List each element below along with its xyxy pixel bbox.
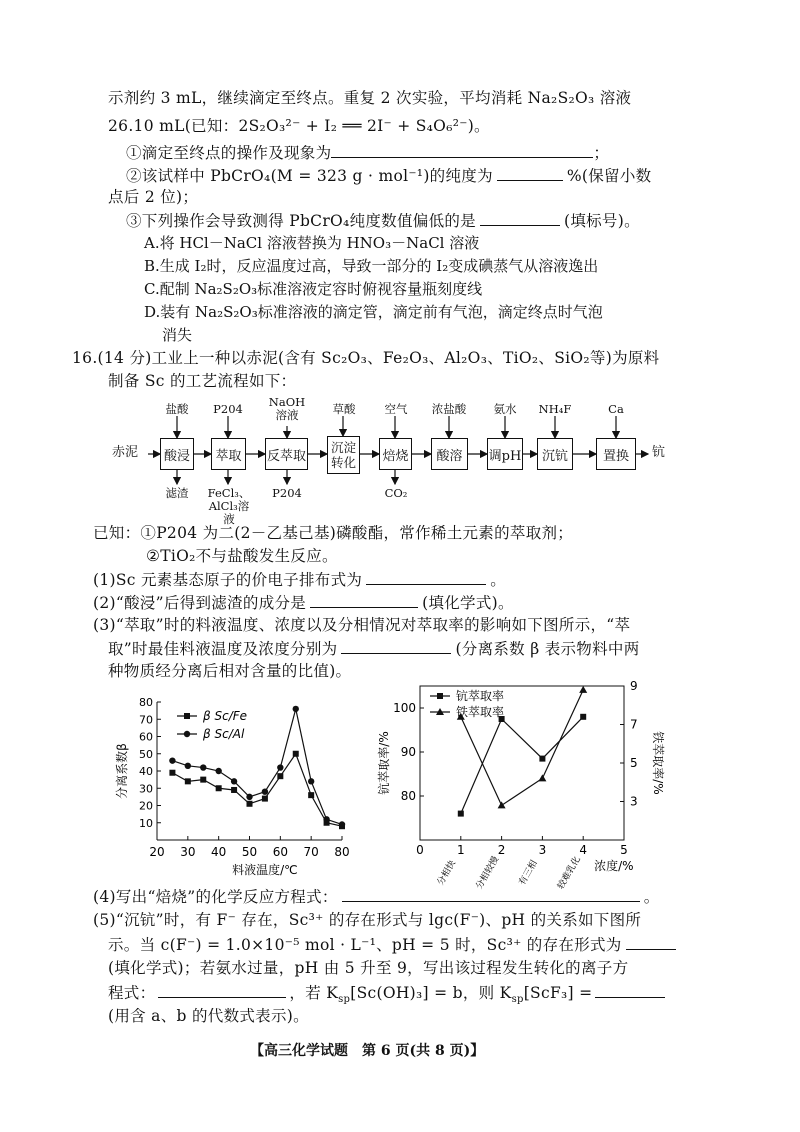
y-right-tick-label: 5 [630, 756, 638, 770]
data-point [200, 764, 206, 770]
data-point [538, 774, 546, 781]
data-point [231, 787, 237, 793]
data-point [169, 770, 175, 776]
option-a: A.将 HCl－NaCl 溶液替换为 HNO₃－NaCl 溶液 [144, 234, 480, 252]
data-point [185, 763, 191, 769]
x-axis-label: 浓度/% [594, 859, 634, 873]
data-point [277, 773, 283, 779]
x-tick-label: 1 [456, 843, 465, 857]
question-3: ③下列操作会导致测得 PbCrO₄纯度数值偏低的是 (填标号)。 [126, 212, 640, 230]
flow-input-label: NH₄F [538, 402, 572, 416]
x-tick-label: 5 [620, 843, 628, 857]
question-16-title: 16.(14 分)工业上一种以赤泥(含有 Sc₂O₃、Fe₂O₃、Al₂O₃、TiO₂、SiO₂等)为原料 [72, 349, 660, 367]
question-2: ②该试样中 PbCrO₄(M = 323 g · mol⁻¹)的纯度为 %(保留小数 [126, 167, 652, 185]
page-footer: 【高三化学试题 第 6 页(共 8 页)】 [250, 1043, 485, 1059]
known-1: 已知：①P204 为二(2－乙基己基)磷酸酯，常作稀土元素的萃取剂； [93, 524, 574, 542]
y-left-tick-label: 100 [393, 701, 416, 715]
plot-frame [420, 686, 624, 840]
x-annotation: 有三相 [517, 858, 540, 888]
sub-question-5: (5)“沉钪”时，有 F⁻ 存在，Sc³⁺ 的存在形式与 lgc(F⁻)、pH 的关系如下图所 [93, 911, 642, 929]
legend-label: β Sc/Al [203, 727, 245, 741]
flow-output-label: P204 [272, 486, 302, 500]
answer-blank[interactable] [331, 142, 593, 158]
y-tick-label: 20 [139, 799, 153, 813]
flow-output-label: CO₂ [384, 486, 408, 500]
x-tick-label: 3 [538, 843, 547, 857]
text-line: 示。当 c(F⁻) = 1.0×10⁻⁵ mol · L⁻¹、pH = 5 时，Sc³⁺ 的存在形式为 [108, 934, 676, 956]
y-axis-label: 分离系数β [115, 743, 129, 799]
flow-step-extraction: 萃取 [211, 438, 246, 470]
data-point [185, 778, 191, 784]
answer-blank[interactable] [480, 210, 560, 226]
flow-step-back-extraction: 反萃取 [265, 438, 308, 470]
data-point [308, 778, 314, 784]
question-1: ①滴定至终点的操作及现象为 ； [126, 144, 610, 162]
flow-output-label: FeCl₃、 AlCl₃溶液 [207, 486, 251, 526]
legend-marker [184, 713, 190, 719]
flow-step-acid-dissolve: 酸溶 [431, 438, 468, 470]
y-tick-label: 70 [139, 713, 153, 727]
text-line: (填化学式)；若氨水过量，pH 由 5 升至 9，写出该过程发生转化的离子方 [108, 959, 629, 977]
x-tick-label: 50 [241, 845, 258, 859]
text-line: 制备 Sc 的工艺流程如下： [108, 372, 297, 390]
data-point [247, 801, 253, 807]
option-c: C.配制 Na₂S₂O₃标准溶液定容时俯视容量瓶刻度线 [144, 280, 483, 298]
y-left-tick-label: 80 [400, 789, 416, 803]
flow-start-label: 赤泥 [112, 445, 139, 460]
x-annotation: 分相快 [435, 858, 459, 888]
data-point [539, 756, 545, 762]
sub-question-1: (1)Sc 元素基态原子的价电子排布式为 。 [93, 571, 506, 589]
data-point [498, 801, 506, 808]
series-line [461, 717, 583, 814]
y-right-axis-label: 铁萃取率/% [651, 731, 665, 795]
answer-blank[interactable] [595, 982, 665, 998]
flow-step-precip-conversion: 沉淀 转化 [327, 436, 360, 474]
flow-step-displacement: 置换 [596, 438, 636, 470]
y-right-tick-label: 3 [630, 794, 638, 809]
text-line: (用含 a、b 的代数式表示)。 [108, 1007, 309, 1025]
x-tick-label: 80 [334, 845, 350, 859]
x-tick-label: 4 [579, 843, 588, 857]
data-point [339, 821, 345, 827]
data-point [293, 706, 299, 712]
text-line: 种物质经分离后相对含量的比值)。 [108, 662, 352, 680]
flow-output-label: 滤渣 [165, 486, 189, 500]
y-tick-label: 10 [139, 816, 153, 830]
x-tick-label: 30 [180, 845, 196, 859]
y-right-tick-label: 7 [630, 717, 638, 732]
sub-question-3: (3)“萃取”时的料液温度、浓度以及分相情况对萃取率的影响如下图所示，“萃 [93, 616, 631, 634]
option-d-cont: 消失 [162, 326, 193, 344]
series-line [172, 754, 342, 826]
answer-blank[interactable] [310, 592, 418, 608]
text-line: 示剂约 3 mL，继续滴定至终点。重复 2 次实验，平均消耗 Na₂S₂O₃ 溶液 [108, 89, 632, 107]
y-tick-label: 40 [139, 765, 153, 778]
x-annotation: 分相较慢 [474, 854, 502, 892]
data-point [458, 811, 464, 817]
y-right-tick-label: 9 [630, 679, 638, 693]
data-point [169, 757, 175, 763]
series-line [172, 709, 342, 825]
text-line: 点后 2 位)； [108, 188, 199, 206]
y-left-axis-label: 钪萃取率/% [377, 731, 391, 795]
flow-step-acid-leach: 酸浸 [160, 438, 194, 470]
data-point [262, 789, 268, 795]
flow-input-label: 浓盐酸 [431, 402, 467, 416]
data-point [262, 796, 268, 802]
sub-question-2: (2)“酸浸”后得到滤渣的成分是 (填化学式)。 [93, 594, 514, 612]
flow-step-sc-precip: 沉钪 [537, 438, 573, 470]
data-point [246, 794, 252, 800]
data-point [579, 686, 587, 693]
data-point [200, 777, 206, 783]
flow-input-label: P204 [213, 402, 243, 416]
sub-question-4: (4)写出“焙烧”的化学反应方程式： 。 [93, 888, 660, 906]
answer-blank[interactable] [497, 165, 563, 181]
data-point [580, 714, 586, 720]
option-d: D.装有 Na₂S₂O₃标准溶液的滴定管，滴定前有气泡，滴定终点时气泡 [144, 303, 603, 321]
y-tick-label: 50 [139, 747, 153, 761]
legend-label: β Sc/Fe [203, 709, 248, 723]
x-tick-label: 0 [416, 843, 424, 857]
y-tick-label: 80 [139, 696, 153, 709]
text-line: 程式： ，若 $K_{sp}[Sc(OH)_3] = b$，则 $K_{sp}[ScF_3]$ = [108, 982, 665, 1010]
y-tick-label: 60 [139, 730, 153, 744]
y-tick-label: 30 [139, 782, 153, 796]
legend-marker [184, 731, 190, 737]
data-point [323, 816, 329, 822]
temperature-chart [112, 690, 352, 880]
known-2: ②TiO₂不与盐酸发生反应。 [146, 547, 338, 565]
flow-input-label: 空气 [384, 402, 408, 416]
flow-input-label: 草酸 [332, 402, 356, 416]
answer-blank[interactable] [341, 638, 451, 654]
option-b: B.生成 I₂时，反应温度过高，导致一部分的 I₂变成碘蒸气从溶液逸出 [144, 257, 599, 275]
data-point [293, 751, 299, 757]
answer-blank[interactable] [366, 569, 486, 585]
x-annotation: 较难乳化 [556, 854, 583, 892]
answer-blank[interactable] [626, 934, 676, 950]
legend-label: 铁萃取率 [456, 705, 505, 719]
x-axis-label: 料液温度/℃ [232, 863, 298, 877]
flow-end-label: 钪 [652, 445, 666, 460]
legend-label: 钪萃取率 [456, 689, 505, 703]
data-point [231, 778, 237, 784]
x-tick-label: 2 [497, 843, 506, 857]
x-tick-label: 60 [272, 845, 288, 859]
x-tick-label: 70 [303, 845, 319, 859]
data-point [277, 764, 283, 770]
answer-blank[interactable] [158, 982, 286, 998]
data-point [216, 785, 222, 791]
flow-step-roasting: 焙烧 [379, 438, 412, 470]
x-tick-label: 20 [149, 845, 165, 859]
x-tick-label: 40 [211, 845, 227, 859]
answer-blank[interactable] [342, 886, 640, 902]
legend-marker [437, 693, 443, 699]
concentration-chart [368, 676, 665, 892]
flow-input-label: Ca [608, 402, 624, 416]
text-line: 取”时最佳料液温度及浓度分别为 (分离系数 β 表示物料中两 [108, 640, 640, 658]
data-point [308, 792, 314, 798]
flow-step-adjust-ph: 调pH [487, 438, 523, 470]
data-point [215, 768, 221, 774]
flow-input-label: NaOH 溶液 [268, 395, 306, 422]
text-line: 26.10 mL(已知：2S₂O₃²⁻ + I₂ ══ 2I⁻ + S₄O₆²⁻)。 [108, 117, 490, 135]
flow-input-label: 盐酸 [165, 402, 189, 416]
y-left-tick-label: 90 [400, 745, 416, 759]
flow-input-label: 氨水 [493, 402, 517, 416]
